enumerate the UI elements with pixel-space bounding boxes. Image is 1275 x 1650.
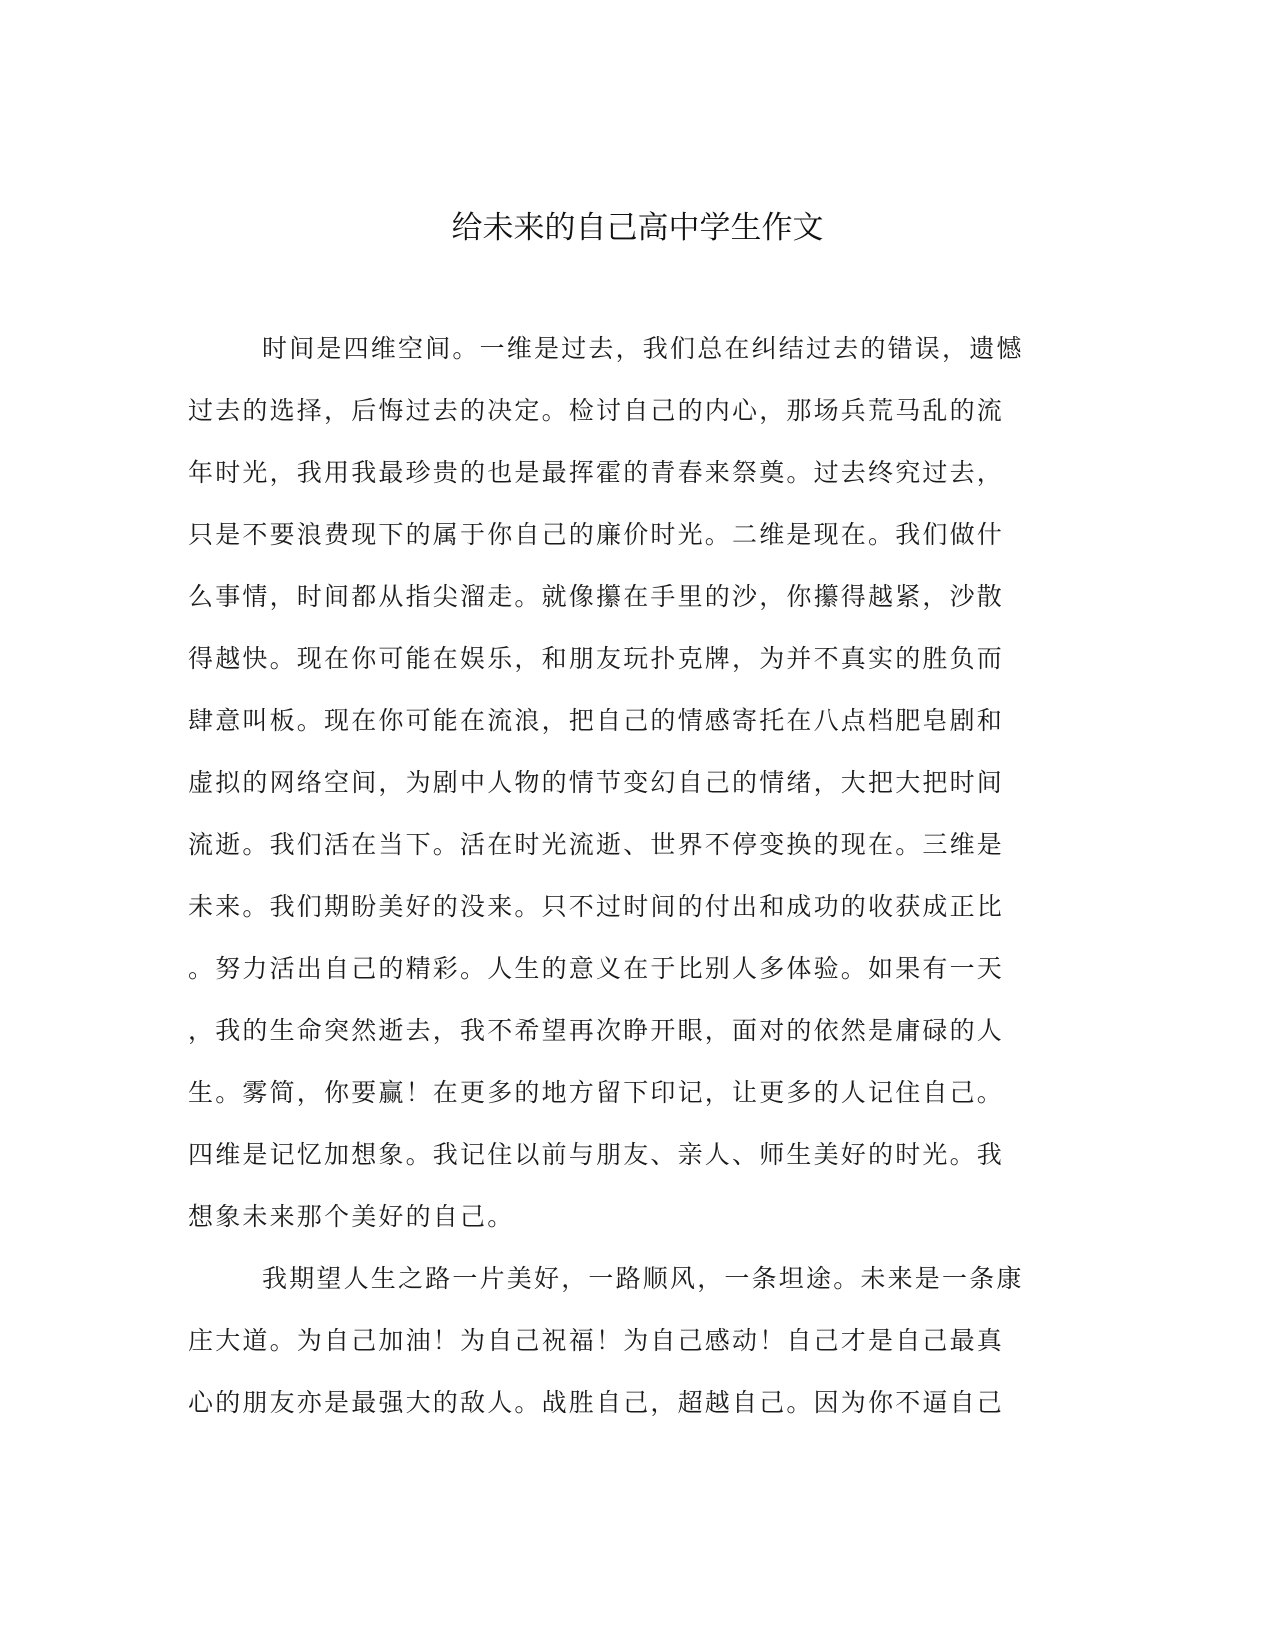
text-line: 流逝。我们活在当下。活在时光流逝、世界不停变换的现在。三维是	[188, 830, 1005, 859]
text-line: 心的朋友亦是最强大的敌人。战胜自己，超越自己。因为你不逼自己	[188, 1388, 1005, 1417]
document-body	[188, 318, 1068, 1434]
text-line: 得越快。现在你可能在娱乐，和朋友玩扑克牌，为并不真实的胜负而	[188, 644, 1005, 673]
text-line: 未来。我们期盼美好的没来。只不过时间的付出和成功的收获成正比	[188, 892, 1005, 921]
text-line: 时间是四维空间。一维是过去，我们总在纠结过去的错误，遗憾	[262, 334, 1024, 363]
text-line: 我期望人生之路一片美好，一路顺风，一条坦途。未来是一条康	[262, 1264, 1024, 1293]
text-line: 肆意叫板。现在你可能在流浪，把自己的情感寄托在八点档肥皂剧和	[188, 706, 1005, 735]
document-title: 给未来的自己高中学生作文	[451, 210, 824, 246]
text-line: 年时光，我用我最珍贵的也是最挥霍的青春来祭奠。过去终究过去，	[188, 458, 1005, 487]
text-line: 过去的选择，后悔过去的决定。检讨自己的内心，那场兵荒马乱的流	[188, 396, 1005, 425]
text-line: 四维是记忆加想象。我记住以前与朋友、亲人、师生美好的时光。我	[188, 1140, 1005, 1169]
text-line: 生。雾简，你要赢！在更多的地方留下印记，让更多的人记住自己。	[188, 1078, 1005, 1107]
text-line: ，我的生命突然逝去，我不希望再次睁开眼，面对的依然是庸碌的人	[188, 1016, 1005, 1045]
text-line: 虚拟的网络空间，为剧中人物的情节变幻自己的情绪，大把大把时间	[188, 768, 1005, 797]
text-line: 么事情，时间都从指尖溜走。就像攥在手里的沙，你攥得越紧，沙散	[188, 582, 1005, 611]
text-line: 只是不要浪费现下的属于你自己的廉价时光。二维是现在。我们做什	[188, 520, 1005, 549]
text-line: 想象未来那个美好的自己。	[188, 1202, 515, 1231]
text-line: 庄大道。为自己加油！为自己祝福！为自己感动！自己才是自己最真	[188, 1326, 1005, 1355]
text-line: 。努力活出自己的精彩。人生的意义在于比别人多体验。如果有一天	[188, 954, 1005, 983]
